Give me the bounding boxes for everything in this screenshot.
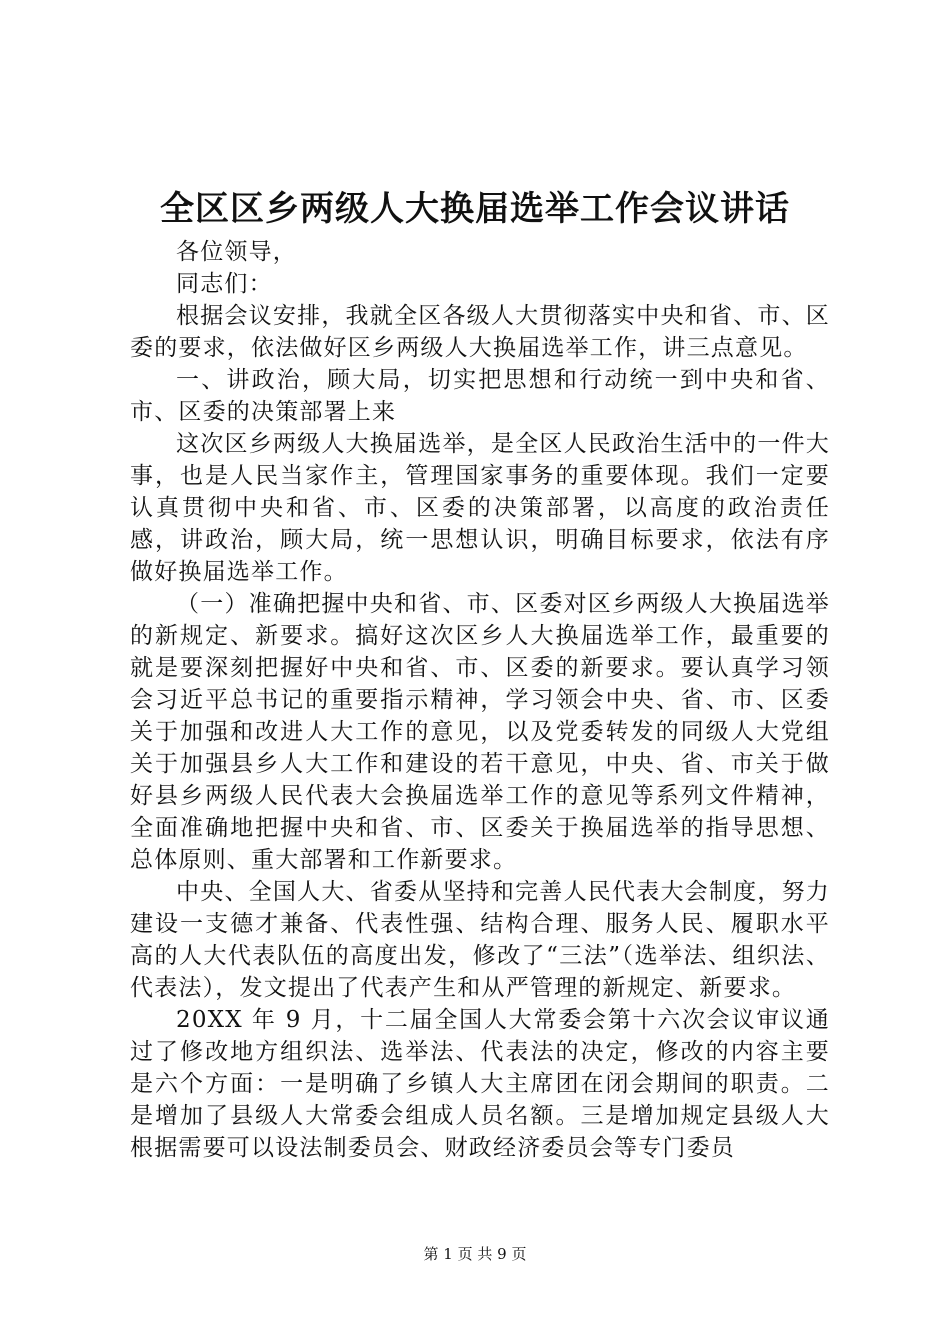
document-title: 全区区乡两级人大换届选举工作会议讲话 (160, 189, 790, 229)
body-paragraph: 中央、全国人大、省委从坚持和完善人民代表大会制度，努力建设一支德才兼备、代表性强、结构合理、服务人民、履职水平高的人大代表队伍的高度出发，修改了“三法”（选举法、组织法、代表法），发文提出了代表产生和从严管理的新规定、新要求。 (130, 879, 830, 1001)
intro-paragraph: 根据会议安排，我就全区各级人大贯彻落实中央和省、市、区委的要求，依法做好区乡两级人大换届选举工作，讲三点意见。 (130, 303, 830, 361)
section-heading-1: 一、讲政治，顾大局，切实把思想和行动统一到中央和省、市、区委的决策部署上来 (130, 367, 830, 425)
subsection-paragraph-1: （一）准确把握中央和省、市、区委对区乡两级人大换届选举的新规定、新要求。搞好这次区乡人大换届选举工作，最重要的就是要深刻把握好中央和省、市、区委的新要求。要认真学习领会习近平总书记的重要指示精神，学习领会中央、省、市、区委关于加强和改进人大工作的意见，以及党委转发的同级人大党组关于加强县乡人大工作和建设的若干意见，中央、省、市关于做好县乡两级人民代表大会换届选举工作的意见等系列文件精神，全面准确地把握中央和省、市、区委关于换届选举的指导思想、总体原则、重大部署和工作新要求。 (130, 591, 830, 873)
body-paragraph: 20XX 年 9 月，十二届全国人大常委会第十六次会议审议通过了修改地方组织法、选举法、代表法的决定，修改的内容主要是六个方面：一是明确了乡镇人大主席团在闭会期间的职责。二是增加了县级人大常委会组成人员名额。三是增加规定县级人大根据需要可以设法制委员会、财政经济委员会等专门委员 (130, 1007, 830, 1161)
salutation-comrades: 同志们： (176, 271, 273, 297)
document-body (130, 236, 830, 1164)
body-paragraph: 这次区乡两级人大换届选举，是全区人民政治生活中的一件大事，也是人民当家作主，管理国家事务的重要体现。我们一定要认真贯彻中央和省、市、区委的决策部署，以高度的政治责任感，讲政治，顾大局，统一思想认识，明确目标要求，依法有序做好换届选举工作。 (130, 431, 830, 585)
page-number: 第 1 页 共 9 页 (423, 1245, 527, 1263)
salutation-leaders: 各位领导， (176, 239, 297, 265)
